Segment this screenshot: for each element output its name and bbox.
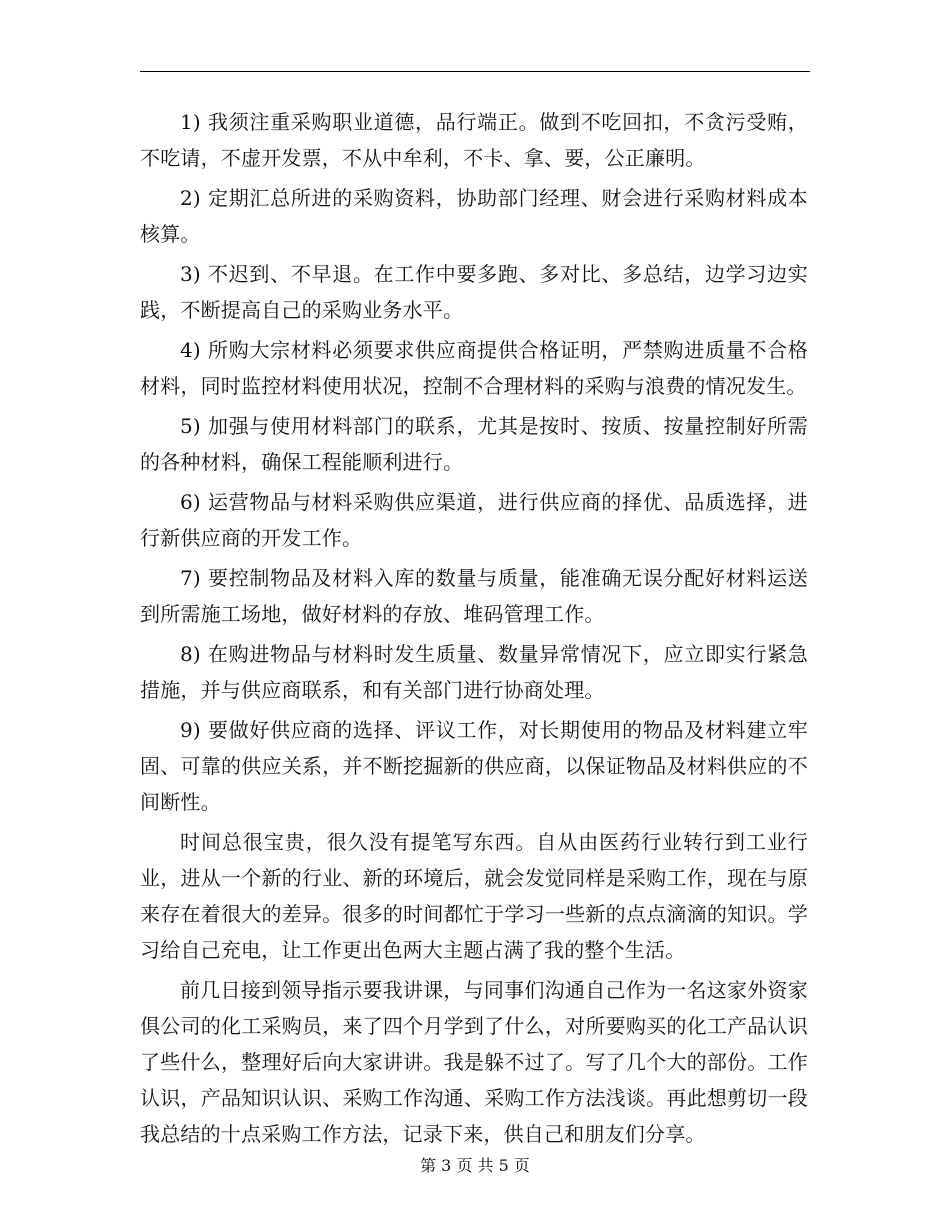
paragraph-duty-9: 9) 要做好供应商的选择、评议工作，对长期使用的物品及材料建立牢固、可靠的供应关系，并不断挖掘新的供应商，以保证物品及材料供应的不间断性。 bbox=[140, 718, 808, 814]
paragraph-reflection: 时间总很宝贵，很久没有提笔写东西。自从由医药行业转行到工业行业，进从一个新的行业、新的环境后，就会发觉同样是采购工作，现在与原来存在着很大的差异。很多的时间都忙于学习一些新的点点滴滴的知识。学习给自己充电，让工作更出色两大主题占满了我的整个生活。 bbox=[140, 830, 808, 962]
paragraph-duty-4: 4) 所购大宗材料必须要求供应商提供合格证明，严禁购进质量不合格材料，同时监控材料使用状况，控制不合理材料的采购与浪费的情况发生。 bbox=[140, 338, 808, 398]
paragraph-lecture: 前几日接到领导指示要我讲课，与同事们沟通自己作为一名这家外资家俱公司的化工采购员，来了四个月学到了什么，对所要购买的化工产品认识了些什么，整理好后向大家讲讲。我是躲不过了。写了几个大的部份。工作认识，产品知识认识、采购工作沟通、采购工作方法浅谈。再此想剪切一段我总结的十点采购工作方法，记录下来，供自己和朋友们分享。 bbox=[140, 978, 808, 1146]
paragraph-duty-8: 8) 在购进物品与材料时发生质量、数量异常情况下，应立即实行紧急措施，并与供应商联系，和有关部门进行协商处理。 bbox=[140, 642, 808, 702]
paragraph-duty-6: 6) 运营物品与材料采购供应渠道，进行供应商的择优、品质选择，进行新供应商的开发工作。 bbox=[140, 490, 808, 550]
paragraph-duty-3: 3) 不迟到、不早退。在工作中要多跑、多对比、多总结，边学习边实践，不断提高自己的采购业务水平。 bbox=[140, 262, 808, 322]
paragraph-duty-7: 7) 要控制物品及材料入库的数量与质量，能准确无误分配好材料运送到所需施工场地，做好材料的存放、堆码管理工作。 bbox=[140, 566, 808, 626]
header-rule bbox=[140, 71, 810, 72]
page-number-footer bbox=[0, 1156, 950, 1176]
paragraph-duty-2: 2) 定期汇总所进的采购资料，协助部门经理、财会进行采购材料成本核算。 bbox=[140, 186, 808, 246]
paragraph-duty-1: 1) 我须注重采购职业道德，品行端正。做到不吃回扣，不贪污受贿，不吃请，不虚开发票，不从中牟利，不卡、拿、要，公正廉明。 bbox=[140, 110, 808, 170]
paragraph-duty-5: 5) 加强与使用材料部门的联系，尤其是按时、按质、按量控制好所需的各种材料，确保工程能顺利进行。 bbox=[140, 414, 808, 474]
page-number-label: 第 3 页 共 5 页 bbox=[420, 1156, 530, 1175]
document-body bbox=[140, 104, 808, 1152]
